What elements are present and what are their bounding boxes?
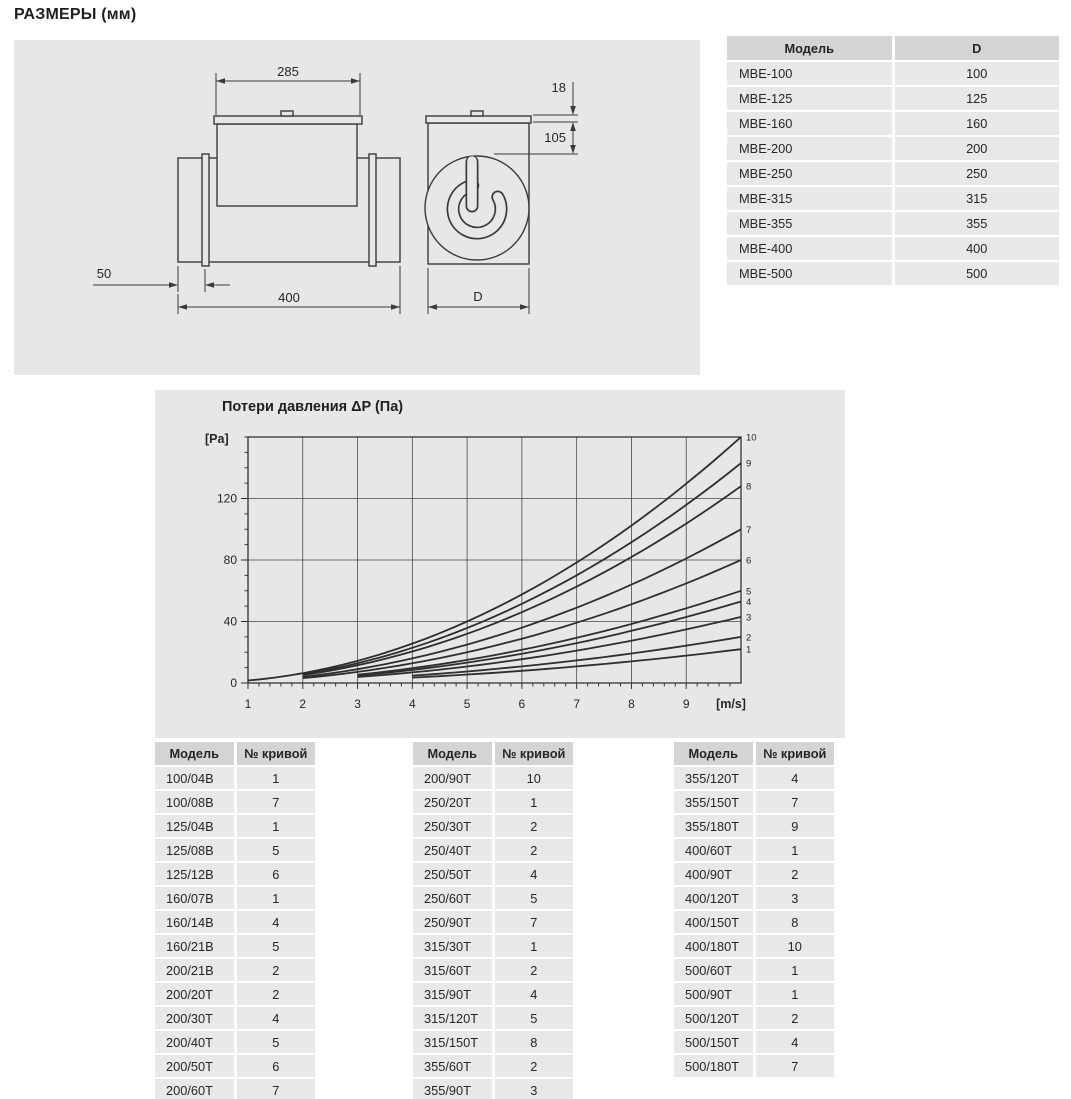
model-cell: МВЕ-400	[727, 237, 892, 260]
model-cell: 125/04В	[155, 815, 234, 837]
chart-ticks	[241, 437, 730, 689]
y-tick-label: 40	[223, 614, 237, 629]
value-cell: 4	[756, 1031, 835, 1053]
table-row	[413, 1079, 573, 1099]
model-cell: 400/150Т	[674, 911, 753, 933]
value-cell: 8	[756, 911, 835, 933]
model-cell: 400/180Т	[674, 935, 753, 957]
dim-label-D: D	[473, 289, 483, 304]
model-cell: 250/30Т	[413, 815, 492, 837]
table-row	[413, 1031, 573, 1053]
y-tick-label: 120	[216, 491, 237, 506]
table-row	[674, 863, 834, 885]
model-cell: 315/120Т	[413, 1007, 492, 1029]
value-cell: 2	[495, 815, 574, 837]
table-row	[413, 1007, 573, 1029]
value-cell: 1	[756, 983, 835, 1005]
arrowhead-up	[570, 122, 576, 131]
table-row	[413, 767, 573, 789]
x-tick-label: 6	[518, 697, 526, 711]
value-cell: 4	[237, 1007, 316, 1029]
model-cell: 125/12В	[155, 863, 234, 885]
model-cell: 355/60Т	[413, 1055, 492, 1077]
value-cell: 8	[495, 1031, 574, 1053]
duct-heater-drawing	[14, 40, 700, 375]
column-header: D	[895, 36, 1060, 60]
model-cell: 200/21В	[155, 959, 234, 981]
value-cell: 5	[495, 1007, 574, 1029]
dim-label-285: 285	[277, 64, 299, 79]
value-cell: 6	[237, 1055, 316, 1077]
arrowhead-right	[169, 282, 178, 288]
value-cell: 125	[895, 87, 1060, 110]
table-row	[674, 791, 834, 813]
value-cell: 6	[237, 863, 316, 885]
table-row	[155, 935, 315, 957]
table-row	[674, 1055, 834, 1077]
table-row	[155, 887, 315, 909]
table-row	[155, 959, 315, 981]
arrowhead-right	[351, 78, 360, 84]
model-cell: 200/90Т	[413, 767, 492, 789]
x-tick-label: 4	[408, 697, 416, 711]
model-cell: 500/150Т	[674, 1031, 753, 1053]
curve-label-7: 7	[746, 524, 752, 536]
table-row	[413, 1055, 573, 1077]
curve-label-6: 6	[746, 555, 752, 567]
table-row	[674, 815, 834, 837]
curve-label-2: 2	[746, 632, 752, 644]
value-cell: 7	[756, 1055, 835, 1077]
model-cell: 100/08В	[155, 791, 234, 813]
table-row	[727, 137, 1059, 160]
column-header: Модель	[155, 742, 234, 765]
model-cell: 160/14В	[155, 911, 234, 933]
dim-label-400: 400	[278, 290, 300, 305]
table-row	[413, 839, 573, 861]
chart-title: Потери давления ΔP (Па)	[222, 399, 404, 415]
value-cell: 1	[756, 839, 835, 861]
x-tick-label: 3	[354, 697, 361, 711]
curve-label-10: 10	[746, 432, 757, 444]
table-row	[727, 237, 1059, 260]
model-diameter-table	[724, 34, 1062, 287]
pressure-loss-chart-panel	[155, 390, 845, 738]
y-unit-label: [Pa]	[205, 432, 229, 446]
arrowhead-left	[428, 304, 437, 310]
value-cell: 9	[756, 815, 835, 837]
value-cell: 315	[895, 187, 1060, 210]
model-cell: 100/04В	[155, 767, 234, 789]
curve-label-9: 9	[746, 458, 752, 470]
value-cell: 10	[495, 767, 574, 789]
value-cell: 1	[495, 935, 574, 957]
value-cell: 1	[237, 887, 316, 909]
value-cell: 200	[895, 137, 1060, 160]
model-cell: 250/40Т	[413, 839, 492, 861]
value-cell: 3	[756, 887, 835, 909]
arrowhead-right	[520, 304, 529, 310]
curve-table-3	[671, 740, 837, 1079]
model-cell: 355/150Т	[674, 791, 753, 813]
table-row	[727, 262, 1059, 285]
x-tick-label: 7	[573, 697, 581, 711]
model-cell: 125/08В	[155, 839, 234, 861]
value-cell: 2	[237, 959, 316, 981]
model-cell: 500/90Т	[674, 983, 753, 1005]
y-tick-label: 80	[223, 553, 237, 567]
arrowhead-right	[391, 304, 400, 310]
terminal-box-lid	[214, 116, 362, 124]
model-cell: МВЕ-160	[727, 112, 892, 135]
arrowhead-left	[205, 282, 214, 288]
x-tick-label: 1	[244, 697, 252, 711]
value-cell: 4	[495, 863, 574, 885]
front-lid	[426, 116, 531, 123]
model-cell: МВЕ-315	[727, 187, 892, 210]
column-header: Модель	[413, 742, 492, 765]
value-cell: 355	[895, 212, 1060, 235]
model-cell: 315/90Т	[413, 983, 492, 1005]
model-cell: 250/60Т	[413, 887, 492, 909]
value-cell: 250	[895, 162, 1060, 185]
curve-label-1: 1	[746, 644, 752, 656]
value-cell: 400	[895, 237, 1060, 260]
dimensions-diagram-panel	[14, 40, 700, 375]
value-cell: 2	[495, 959, 574, 981]
page-title: РАЗМЕРЫ (мм)	[14, 6, 137, 23]
x-tick-label: 9	[682, 697, 690, 711]
curve-table-1	[152, 740, 318, 1099]
table-row	[155, 1079, 315, 1099]
table-row	[155, 815, 315, 837]
table-row	[155, 863, 315, 885]
table-row	[674, 959, 834, 981]
value-cell: 100	[895, 62, 1060, 85]
model-cell: МВЕ-500	[727, 262, 892, 285]
model-cell: МВЕ-100	[727, 62, 892, 85]
right-flange	[369, 154, 376, 266]
x-tick-label: 2	[299, 697, 307, 711]
model-cell: 500/60Т	[674, 959, 753, 981]
curve-label-8: 8	[746, 481, 752, 493]
value-cell: 1	[237, 815, 316, 837]
table-row	[674, 1031, 834, 1053]
table-row	[413, 911, 573, 933]
value-cell: 2	[495, 1055, 574, 1077]
value-cell: 1	[237, 767, 316, 789]
model-cell: 315/150Т	[413, 1031, 492, 1053]
value-cell: 500	[895, 262, 1060, 285]
model-cell: 200/20Т	[155, 983, 234, 1005]
curve-label-5: 5	[746, 586, 752, 598]
left-flange	[202, 154, 209, 266]
dim-label-105: 105	[544, 130, 566, 145]
model-cell: 400/90Т	[674, 863, 753, 885]
model-cell: 160/07В	[155, 887, 234, 909]
table-row	[674, 767, 834, 789]
model-cell: МВЕ-125	[727, 87, 892, 110]
table-row	[155, 1007, 315, 1029]
curve-10	[248, 437, 741, 681]
dim-label-18: 18	[551, 80, 566, 95]
model-cell: 250/90Т	[413, 911, 492, 933]
arrowhead-down	[570, 106, 576, 115]
model-cell: 315/30Т	[413, 935, 492, 957]
model-cell: 200/50Т	[155, 1055, 234, 1077]
header-row	[413, 742, 573, 765]
front-lid-screw	[471, 111, 483, 116]
table-row	[727, 162, 1059, 185]
value-cell: 4	[495, 983, 574, 1005]
value-cell: 2	[756, 863, 835, 885]
value-cell: 5	[237, 935, 316, 957]
model-cell: 160/21В	[155, 935, 234, 957]
value-cell: 7	[756, 791, 835, 813]
table-row	[413, 791, 573, 813]
table-row	[674, 983, 834, 1005]
model-cell: 200/40Т	[155, 1031, 234, 1053]
column-header: № кривой	[237, 742, 316, 765]
table-row	[413, 815, 573, 837]
column-header: № кривой	[495, 742, 574, 765]
terminal-box	[217, 124, 357, 206]
curve-label-3: 3	[746, 612, 752, 624]
table-row	[674, 839, 834, 861]
value-cell: 7	[495, 911, 574, 933]
curve-4	[358, 602, 741, 676]
model-cell: 200/60Т	[155, 1079, 234, 1099]
model-cell: 200/30Т	[155, 1007, 234, 1029]
value-cell: 2	[495, 839, 574, 861]
model-cell: 250/20Т	[413, 791, 492, 813]
lid-screw	[281, 111, 293, 116]
model-cell: 500/120Т	[674, 1007, 753, 1029]
value-cell: 1	[495, 791, 574, 813]
model-cell: 400/120Т	[674, 887, 753, 909]
model-cell: 355/120Т	[674, 767, 753, 789]
column-header: Модель	[727, 36, 892, 60]
header-row	[727, 36, 1059, 60]
table-row	[674, 935, 834, 957]
model-cell: МВЕ-355	[727, 212, 892, 235]
curve-label-4: 4	[746, 597, 752, 608]
value-cell: 5	[237, 839, 316, 861]
table-row	[674, 887, 834, 909]
table-row	[413, 887, 573, 909]
table-row	[727, 62, 1059, 85]
model-cell: 315/60Т	[413, 959, 492, 981]
value-cell: 10	[756, 935, 835, 957]
curve-table-2	[410, 740, 576, 1099]
table-row	[155, 767, 315, 789]
model-cell: 355/90Т	[413, 1079, 492, 1099]
table-row	[155, 983, 315, 1005]
x-tick-label: 8	[628, 697, 635, 711]
table-row	[413, 935, 573, 957]
table-row	[727, 87, 1059, 110]
model-cell: 500/180Т	[674, 1055, 753, 1077]
arrowhead-left	[178, 304, 187, 310]
table-row	[155, 911, 315, 933]
chart-curves	[248, 437, 741, 681]
header-row	[674, 742, 834, 765]
table-row	[674, 911, 834, 933]
x-unit-label: [m/s]	[716, 697, 746, 711]
table-row	[413, 959, 573, 981]
header-row	[155, 742, 315, 765]
value-cell: 1	[756, 959, 835, 981]
model-cell: МВЕ-250	[727, 162, 892, 185]
table-row	[413, 983, 573, 1005]
column-header: Модель	[674, 742, 753, 765]
arrowhead-left	[216, 78, 225, 84]
value-cell: 4	[756, 767, 835, 789]
table-row	[155, 791, 315, 813]
model-cell: 355/180Т	[674, 815, 753, 837]
y-tick-label: 0	[230, 676, 237, 690]
table-row	[727, 212, 1059, 235]
value-cell: 5	[495, 887, 574, 909]
column-header: № кривой	[756, 742, 835, 765]
table-row	[413, 863, 573, 885]
model-cell: МВЕ-200	[727, 137, 892, 160]
model-cell: 250/50Т	[413, 863, 492, 885]
x-tick-label: 5	[463, 697, 471, 711]
table-row	[727, 187, 1059, 210]
table-row	[155, 1031, 315, 1053]
pressure-loss-chart	[155, 390, 845, 738]
value-cell: 4	[237, 911, 316, 933]
table-row	[155, 839, 315, 861]
arrowhead-down	[570, 145, 576, 154]
value-cell: 2	[756, 1007, 835, 1029]
table-row	[155, 1055, 315, 1077]
model-cell: 400/60Т	[674, 839, 753, 861]
value-cell: 160	[895, 112, 1060, 135]
value-cell: 7	[237, 1079, 316, 1099]
value-cell: 2	[237, 983, 316, 1005]
value-cell: 7	[237, 791, 316, 813]
value-cell: 5	[237, 1031, 316, 1053]
dim-label-50: 50	[96, 266, 112, 281]
table-row	[727, 112, 1059, 135]
table-row	[674, 1007, 834, 1029]
value-cell: 3	[495, 1079, 574, 1099]
